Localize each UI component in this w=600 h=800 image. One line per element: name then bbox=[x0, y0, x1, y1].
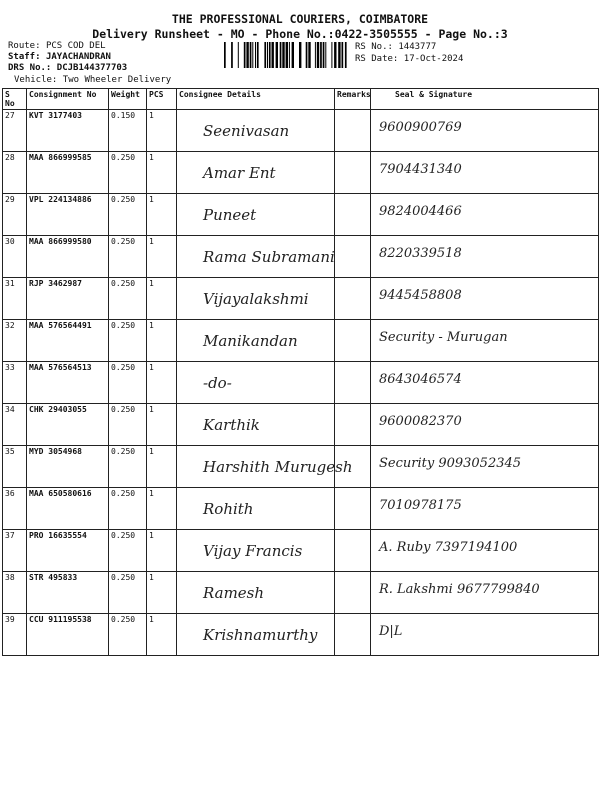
route-value: PCS COD DEL bbox=[45, 41, 106, 51]
table-row bbox=[3, 110, 599, 152]
rs-date-line bbox=[355, 54, 463, 64]
cell-weight: 0.150 bbox=[109, 110, 147, 152]
cell-remarks bbox=[335, 194, 371, 236]
route-line bbox=[8, 41, 106, 51]
cell-consignee bbox=[177, 446, 353, 488]
barcode-bar bbox=[272, 42, 274, 68]
cell-remarks bbox=[335, 278, 371, 320]
cell-sno: 32 bbox=[3, 320, 27, 362]
cell-consignment-no: STR 495833 bbox=[27, 572, 109, 614]
cell-signature bbox=[371, 614, 599, 656]
vehicle-value: Two Wheeler Delivery bbox=[62, 75, 172, 85]
cell-consignment-no: CHK 29403055 bbox=[27, 404, 109, 446]
company-name: THE PROFESSIONAL COURIERS, COIMBATORE bbox=[171, 12, 429, 26]
cell-pcs: 1 bbox=[147, 530, 177, 572]
cell-consignee bbox=[177, 530, 335, 572]
cell-remarks bbox=[335, 236, 371, 278]
handwritten-signature: 9600900769 bbox=[379, 120, 462, 135]
barcode-bar bbox=[252, 42, 253, 68]
cell-signature bbox=[371, 362, 599, 404]
barcode-bar bbox=[292, 42, 294, 68]
cell-consignee bbox=[177, 236, 335, 278]
barcode-bar bbox=[224, 42, 226, 68]
cell-pcs: 1 bbox=[147, 614, 177, 656]
cell-remarks bbox=[335, 404, 371, 446]
handwritten-consignee: Seenivasan bbox=[203, 122, 290, 140]
cell-sno: 36 bbox=[3, 488, 27, 530]
cell-weight: 0.250 bbox=[109, 404, 147, 446]
cell-consignee bbox=[177, 488, 335, 530]
col-header-consignment: Consignment No bbox=[27, 89, 109, 110]
handwritten-signature: D|L bbox=[379, 624, 403, 639]
barcode-bar bbox=[255, 42, 256, 68]
handwritten-signature: 9600082370 bbox=[379, 414, 462, 429]
barcode-bar bbox=[306, 42, 308, 68]
rs-no-label: RS No.: bbox=[355, 42, 393, 52]
cell-consignment-no: CCU 911195538 bbox=[27, 614, 109, 656]
handwritten-signature: A. Ruby 7397194100 bbox=[379, 540, 518, 555]
cell-consignment-no: MAA 866999585 bbox=[27, 152, 109, 194]
barcode-bar bbox=[282, 42, 284, 68]
handwritten-signature: 9445458808 bbox=[379, 288, 462, 303]
cell-pcs: 1 bbox=[147, 278, 177, 320]
cell-remarks bbox=[335, 362, 371, 404]
cell-weight: 0.250 bbox=[109, 362, 147, 404]
vehicle-line bbox=[14, 75, 171, 85]
cell-consignee bbox=[177, 320, 335, 362]
handwritten-signature: 8220339518 bbox=[379, 246, 462, 261]
cell-consignment-no: MAA 576564491 bbox=[27, 320, 109, 362]
cell-signature bbox=[371, 152, 599, 194]
cell-sno: 33 bbox=[3, 362, 27, 404]
handwritten-consignee: Puneet bbox=[203, 206, 257, 224]
cell-pcs: 1 bbox=[147, 194, 177, 236]
cell-signature bbox=[371, 320, 599, 362]
cell-weight: 0.250 bbox=[109, 446, 147, 488]
cell-signature bbox=[371, 446, 599, 488]
cell-weight: 0.250 bbox=[109, 236, 147, 278]
handwritten-signature: 7010978175 bbox=[379, 498, 462, 513]
barcode-bar bbox=[250, 42, 252, 68]
handwritten-signature: 9824004466 bbox=[379, 204, 462, 219]
cell-signature bbox=[371, 236, 599, 278]
table-row bbox=[3, 446, 599, 488]
cell-pcs: 1 bbox=[147, 488, 177, 530]
vehicle-label: Vehicle: bbox=[14, 75, 58, 85]
rs-date-label: RS Date: bbox=[355, 54, 399, 64]
cell-remarks bbox=[335, 152, 371, 194]
cell-sno: 28 bbox=[3, 152, 27, 194]
cell-remarks bbox=[335, 614, 371, 656]
handwritten-consignee: Ramesh bbox=[203, 584, 265, 602]
cell-weight: 0.250 bbox=[109, 278, 147, 320]
handwritten-consignee: Rohith bbox=[203, 500, 254, 518]
cell-consignee bbox=[177, 362, 335, 404]
barcode bbox=[224, 42, 350, 68]
staff-label: Staff: bbox=[8, 52, 41, 62]
table-row bbox=[3, 404, 599, 446]
cell-weight: 0.250 bbox=[109, 572, 147, 614]
cell-sno: 38 bbox=[3, 572, 27, 614]
drs-line bbox=[8, 63, 127, 73]
barcode-bar bbox=[280, 42, 282, 68]
barcode-bar bbox=[269, 42, 271, 68]
handwritten-signature: Security 9093052345 bbox=[379, 456, 522, 471]
barcode-bar bbox=[244, 42, 246, 68]
barcode-bar bbox=[286, 42, 288, 68]
cell-sno: 35 bbox=[3, 446, 27, 488]
cell-weight: 0.250 bbox=[109, 530, 147, 572]
barcode-bar bbox=[325, 42, 326, 68]
cell-signature bbox=[371, 530, 599, 572]
table-row bbox=[3, 530, 599, 572]
handwritten-signature: 7904431340 bbox=[379, 162, 462, 177]
cell-signature bbox=[371, 404, 599, 446]
barcode-bar bbox=[299, 42, 301, 68]
handwritten-signature: 8643046574 bbox=[379, 372, 462, 387]
handwritten-signature: Security - Murugan bbox=[379, 330, 508, 345]
handwritten-consignee: Karthik bbox=[203, 416, 260, 434]
table-row bbox=[3, 614, 599, 656]
cell-consignee bbox=[177, 404, 335, 446]
table-row bbox=[3, 278, 599, 320]
handwritten-consignee: Vijay Francis bbox=[203, 542, 303, 560]
cell-sno: 34 bbox=[3, 404, 27, 446]
handwritten-consignee: Harshith Murugesh bbox=[203, 458, 353, 476]
barcode-bar bbox=[257, 42, 259, 68]
cell-pcs: 1 bbox=[147, 446, 177, 488]
handwritten-consignee: Krishnamurthy bbox=[203, 626, 318, 644]
cell-weight: 0.250 bbox=[109, 194, 147, 236]
cell-weight: 0.250 bbox=[109, 488, 147, 530]
handwritten-consignee: Rama Subramani bbox=[203, 248, 335, 266]
cell-consignee bbox=[177, 572, 335, 614]
cell-pcs: 1 bbox=[147, 362, 177, 404]
barcode-bar bbox=[338, 42, 340, 68]
drs-label: DRS No.: bbox=[8, 63, 52, 73]
table-row bbox=[3, 488, 599, 530]
cell-signature bbox=[371, 488, 599, 530]
col-header-sno: S No bbox=[3, 89, 27, 110]
table-row bbox=[3, 194, 599, 236]
barcode-bar bbox=[345, 42, 347, 68]
cell-signature bbox=[371, 572, 599, 614]
handwritten-consignee: Manikandan bbox=[203, 332, 298, 350]
col-header-signature: Seal & Signature bbox=[371, 89, 599, 110]
cell-signature bbox=[371, 194, 599, 236]
handwritten-consignee: Amar Ent bbox=[203, 164, 276, 182]
handwritten-signature: R. Lakshmi 9677799840 bbox=[379, 582, 540, 597]
barcode-bar bbox=[264, 42, 266, 68]
barcode-bar bbox=[334, 42, 336, 68]
cell-remarks bbox=[335, 110, 371, 152]
cell-weight: 0.250 bbox=[109, 152, 147, 194]
barcode-bar bbox=[308, 42, 310, 68]
rs-date-value: 17-Oct-2024 bbox=[403, 54, 464, 64]
cell-sno: 27 bbox=[3, 110, 27, 152]
rs-no-line bbox=[355, 42, 436, 52]
runsheet-title: Delivery Runsheet - MO - Phone No.:0422-3505555 - Page No.:3 bbox=[92, 27, 508, 41]
barcode-bar bbox=[315, 42, 316, 68]
col-header-consignee: Consignee Details bbox=[177, 89, 335, 110]
cell-remarks bbox=[335, 320, 371, 362]
cell-pcs: 1 bbox=[147, 320, 177, 362]
cell-consignment-no: PRO 16635554 bbox=[27, 530, 109, 572]
runsheet-table bbox=[2, 88, 599, 656]
barcode-bar bbox=[231, 42, 233, 68]
cell-consignee bbox=[177, 614, 335, 656]
cell-sno: 39 bbox=[3, 614, 27, 656]
handwritten-consignee: Vijayalakshmi bbox=[203, 290, 309, 308]
cell-consignee bbox=[177, 194, 335, 236]
cell-consignment-no: MAA 650580616 bbox=[27, 488, 109, 530]
cell-consignment-no: KVT 3177403 bbox=[27, 110, 109, 152]
cell-sno: 29 bbox=[3, 194, 27, 236]
col-header-weight: Weight bbox=[109, 89, 147, 110]
barcode-bar bbox=[246, 42, 248, 68]
barcode-bar bbox=[323, 42, 325, 68]
handwritten-consignee: -do- bbox=[203, 374, 232, 392]
cell-pcs: 1 bbox=[147, 572, 177, 614]
route-label: Route: bbox=[8, 41, 41, 51]
rs-no-value: 1443777 bbox=[398, 42, 437, 52]
cell-consignment-no: RJP 3462987 bbox=[27, 278, 109, 320]
cell-remarks bbox=[335, 488, 371, 530]
col-header-remarks: Remarks bbox=[335, 89, 371, 110]
cell-pcs: 1 bbox=[147, 152, 177, 194]
table-row bbox=[3, 152, 599, 194]
cell-consignment-no: MAA 576564513 bbox=[27, 362, 109, 404]
cell-remarks bbox=[335, 530, 371, 572]
cell-pcs: 1 bbox=[147, 110, 177, 152]
cell-weight: 0.250 bbox=[109, 320, 147, 362]
staff-value: JAYACHANDRAN bbox=[45, 52, 111, 62]
barcode-bar bbox=[289, 42, 290, 68]
cell-signature bbox=[371, 278, 599, 320]
table-row bbox=[3, 320, 599, 362]
barcode-bar bbox=[238, 42, 239, 68]
cell-sno: 30 bbox=[3, 236, 27, 278]
table-row bbox=[3, 236, 599, 278]
table-row bbox=[3, 572, 599, 614]
cell-sno: 31 bbox=[3, 278, 27, 320]
cell-weight: 0.250 bbox=[109, 614, 147, 656]
cell-consignment-no: MYD 3054968 bbox=[27, 446, 109, 488]
table-row bbox=[3, 362, 599, 404]
cell-remarks bbox=[335, 572, 371, 614]
cell-pcs: 1 bbox=[147, 404, 177, 446]
staff-line bbox=[8, 52, 111, 62]
cell-signature bbox=[371, 110, 599, 152]
barcode-bar bbox=[267, 42, 268, 68]
barcode-bar bbox=[317, 42, 319, 68]
barcode-bar bbox=[342, 42, 344, 68]
barcode-bar bbox=[331, 42, 332, 68]
cell-consignee bbox=[177, 152, 335, 194]
barcode-bar bbox=[276, 42, 278, 68]
barcode-bar bbox=[320, 42, 322, 68]
cell-consignee bbox=[177, 278, 335, 320]
cell-sno: 37 bbox=[3, 530, 27, 572]
cell-consignment-no: MAA 866999580 bbox=[27, 236, 109, 278]
table-header-row bbox=[3, 89, 599, 110]
cell-pcs: 1 bbox=[147, 236, 177, 278]
cell-consignment-no: VPL 224134886 bbox=[27, 194, 109, 236]
col-header-pcs: PCS bbox=[147, 89, 177, 110]
drs-value: DCJB144377703 bbox=[56, 63, 128, 73]
cell-consignee bbox=[177, 110, 335, 152]
